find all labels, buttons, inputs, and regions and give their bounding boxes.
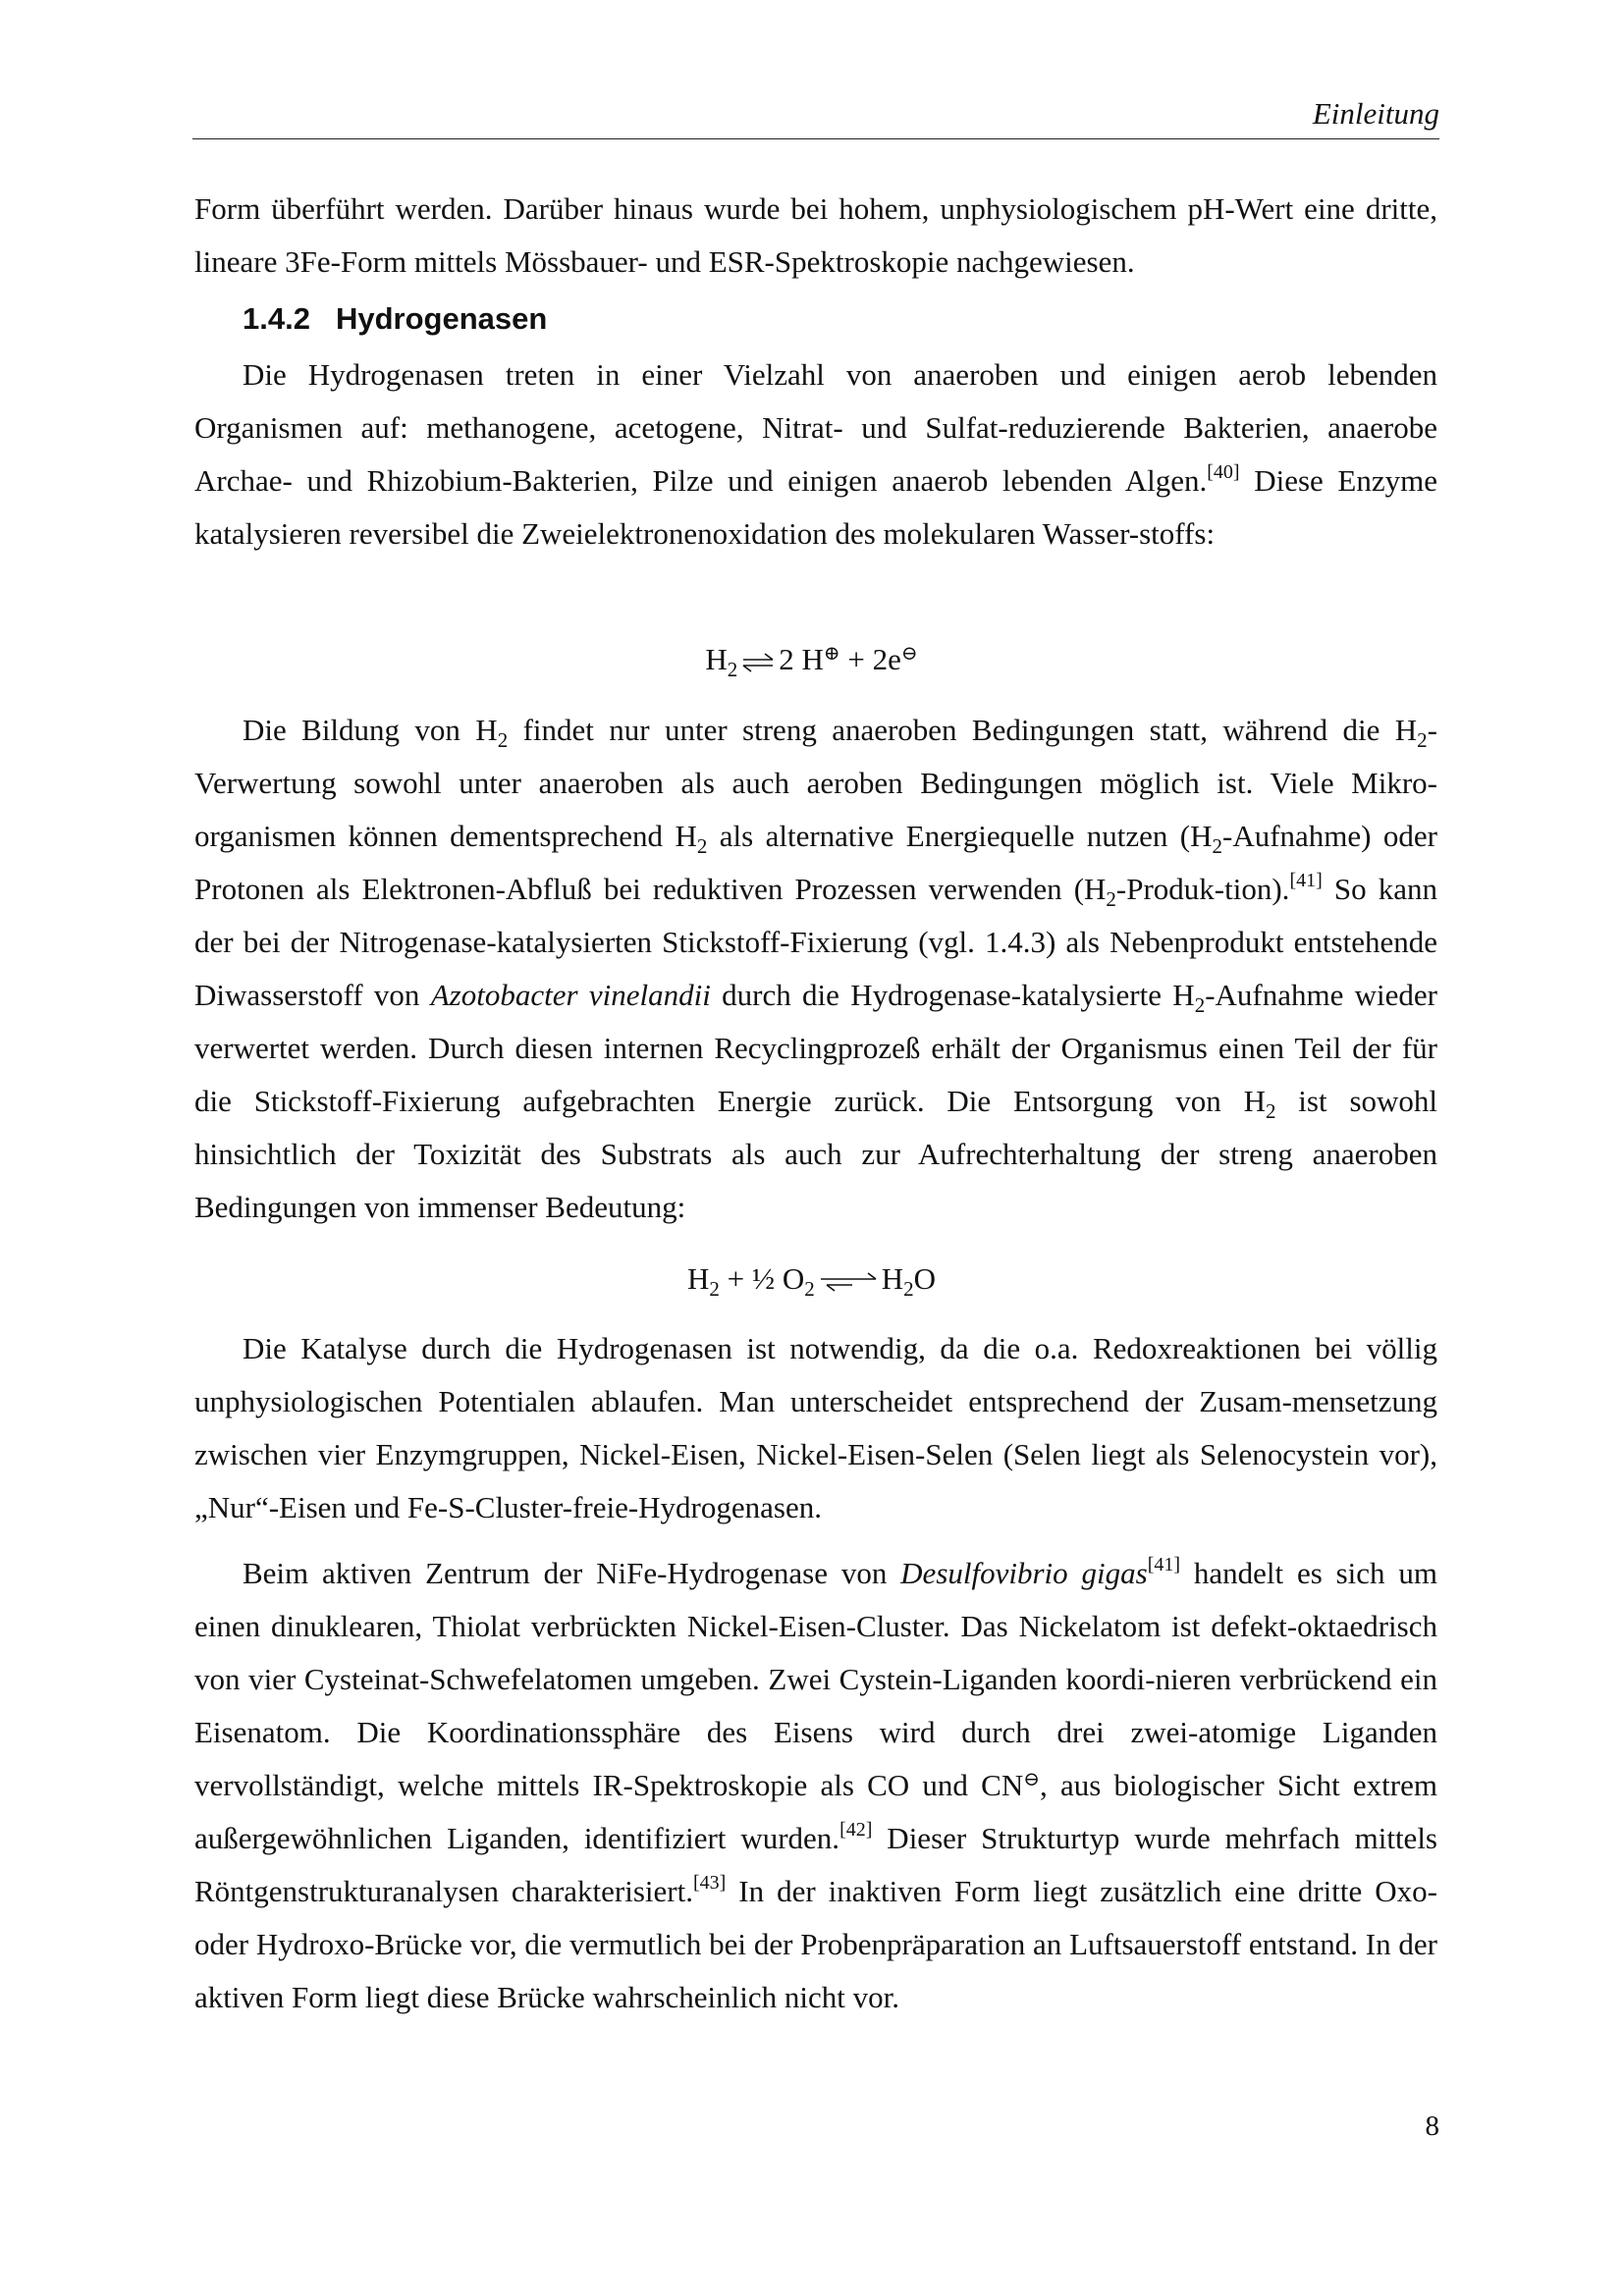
paragraph-intro: Form überführt werden. Darüber hinaus wurde bei hohem, unphysiologischem pH-Wert eine dritte, lineare 3Fe-Form mittels Mössbauer- und ESR-Spektroskopie nachgewiesen.: [194, 191, 1437, 279]
citation-ref: [43]: [692, 1872, 727, 1894]
paragraph-catalysis: Die Katalyse durch die Hydrogenasen ist notwendig, da die o.a. Redoxreaktionen bei völlig unphysiologischen Potentialen ablaufen. Man unterscheidet entsprechend der Zusam-mensetzung zwischen vier Enzymgruppen, Nickel-Eisen, Nickel-Eisen-Selen (Selen liegt als Selenocystein vor), „Nur“-Eisen und Fe-S-Cluster-freie-Hydrogenasen.: [194, 1331, 1437, 1524]
species-name: Desulfovibrio gigas: [900, 1556, 1148, 1590]
paragraph-hydrogenase-intro: [194, 348, 1437, 561]
equation-h2-oxygen: $H_2$ + ½ $O_2$ $H_2O$: [686, 1261, 937, 1301]
running-header-title: Einleitung: [1312, 96, 1439, 131]
citation-ref: [40]: [1207, 461, 1240, 483]
equilibrium-arrow-icon: [741, 652, 775, 673]
citation-ref: [42]: [839, 1819, 873, 1841]
citation-ref: [41]: [1289, 870, 1323, 891]
page-number: 8: [1425, 2110, 1439, 2142]
paragraph-h2-metabolism: Die Bildung von $H_2$ findet nur unter streng anaeroben Bedingungen statt, während die $H_2$-Verwertung sowohl unter anaeroben als auch aeroben Bedingungen möglich ist. Viele Mikro-organismen können dementsprechend $H_2$ als alternative Energiequelle nutzen $(H_2-Aufnahme)$ oder Protonen als Elektronen-Abfluß bei reduktiven Prozessen verwenden $(H_2-Produk-tion).[41]$ So kann der bei der Nitrogenase-katalysierten Stickstoff-Fixierung (vgl. 1.4.3) als Nebenprodukt entstehende Diwasserstoff von Azotobacter vinelandii durch die Hydrogenase-katalysierte $H_2$-Aufnahme wieder verwertet werden. Durch diesen internen Recyclingprozeß erhält der Organismus einen Teil der für die Stickstoff-Fixierung aufgebrachten Energie zurück. Die Entsorgung von $H_2$ ist sowohl hinsichtlich der Toxizität des Substrats als auch zur Aufrechterhaltung der streng anaeroben Bedingungen von immenser Bedeutung:: [194, 713, 1438, 1224]
paragraph-text: Die Hydrogenasen treten in einer Vielzahl von anaeroben und einigen aerob lebenden Organismen auf: methanogene, acetogene, Nitrat- und Sulfat-reduzierende Bakterien, anaerobe Archae- und Rhizobium-Bakterien, Pilze und einigen anaerob lebenden Algen.: [194, 357, 1437, 498]
equilibrium-arrow-icon: [819, 1271, 878, 1293]
paragraph-text: Diese Enzyme katalysieren reversibel die Zweielektronenoxidation des molekularen Wasser-stoffs:: [194, 463, 1437, 551]
header-rule: [192, 138, 1439, 139]
equation-h2-oxidation: $H_2$ 2 H⊕ + 2e⊖: [705, 642, 918, 681]
citation-ref: [41]: [1147, 1554, 1181, 1575]
section-heading: [243, 299, 547, 339]
species-name: Azotobacter vinelandii: [430, 978, 711, 1012]
paragraph-active-center: Beim aktiven Zentrum der NiFe-Hydrogenase von Desulfovibrio gigas[41] handelt es sich um einen dinuklearen, Thiolat verbrückten Nickel-Eisen-Cluster. Das Nickelatom ist defekt-oktaedrisch von vier Cysteinat-Schwefelatomen umgeben. Zwei Cystein-Liganden koordi-nieren verbrückend ein Eisenatom. Die Koordinationssphäre des Eisens wird durch drei zwei-atomige Liganden vervollständigt, welche mittels IR-Spektroskopie als CO und CN⊖, aus biologischer Sicht extrem außergewöhnlichen Liganden, identifiziert wurden.[42] Dieser Strukturtyp wurde mehrfach mittels Röntgenstrukturanalysen charakterisiert.[43] In der inaktiven Form liegt zusätzlich eine dritte Oxo- oder Hydroxo-Brücke vor, die vermutlich bei der Probenpräparation an Luftsauerstoff entstand. In der aktiven Form liegt diese Brücke wahrscheinlich nicht vor.: [194, 1554, 1438, 2014]
section-number: 1.4.2: [243, 301, 310, 336]
section-title: Hydrogenasen: [335, 301, 548, 336]
